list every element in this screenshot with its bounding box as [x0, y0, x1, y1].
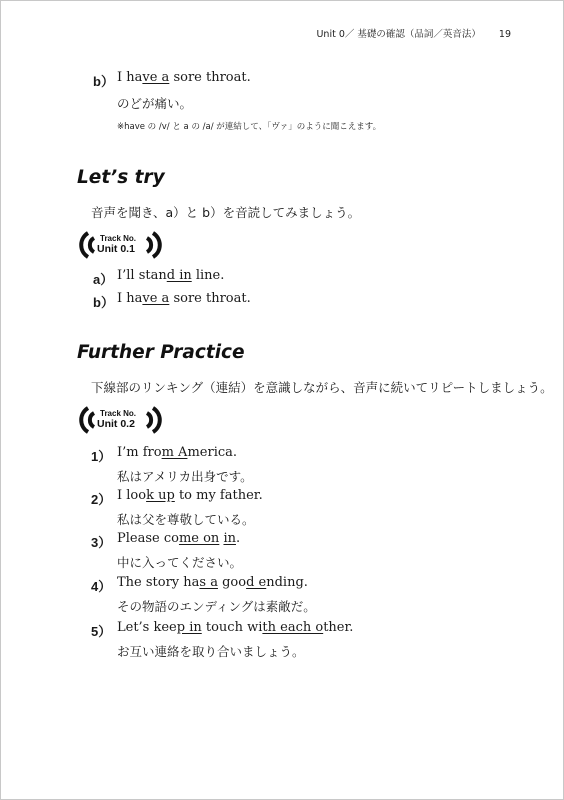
linking-underline: k up: [146, 488, 175, 503]
sentence-text: touch wi: [201, 620, 263, 635]
practice-item-label: 3）: [91, 535, 112, 550]
pronunciation-note: ※have の /v/ と a の /a/ が連結して、「ヴァ」のように聞こえます。: [117, 122, 382, 132]
practice-item-label: 1）: [91, 449, 112, 464]
sentence-text: I loo: [117, 488, 147, 503]
track-label: Track No.: [100, 234, 137, 243]
sentence-text: merica.: [187, 445, 238, 460]
linking-underline: s a: [199, 575, 218, 590]
lets-try-heading: Let’s try: [77, 167, 165, 188]
sentence-text: nding.: [266, 575, 308, 590]
sentence-text: I’ll stan: [117, 268, 167, 283]
track-number: Unit 0.2: [97, 418, 135, 430]
further-practice-instruction: 下線部のリンキング（連結）を意識しながら、音声に続いてリピートしましょう。: [91, 380, 553, 395]
linking-underline: ve a: [142, 291, 170, 306]
track-badge-0-2[interactable]: [75, 403, 165, 437]
lets-try-item-english: [117, 291, 251, 306]
sentence-text: goo: [217, 575, 247, 590]
track-badge-0-1[interactable]: [75, 228, 165, 262]
further-practice-heading: Further Practice: [77, 342, 245, 363]
practice-item-label: 2）: [91, 492, 112, 507]
practice-item-label: 5）: [91, 624, 112, 639]
sentence-text: I’m fro: [117, 445, 162, 460]
sentence-text: ther.: [323, 620, 354, 635]
sentence-text: .: [235, 531, 241, 546]
intro-item-label: b）: [93, 74, 114, 89]
linking-underline: d in: [166, 268, 192, 283]
lets-try-item-english: [117, 268, 224, 283]
sentence-text: I ha: [117, 70, 143, 85]
linking-underline: d e: [246, 575, 267, 590]
practice-item-japanese: その物語のエンディングは素敵だ。: [117, 599, 316, 614]
sentence-text: to my father.: [174, 488, 263, 503]
sentence-text: The story ha: [117, 575, 200, 590]
practice-item-english: [117, 488, 263, 503]
page-number: 19: [498, 29, 511, 40]
linking-underline: in: [223, 531, 236, 546]
sentence-text: sore throat.: [169, 291, 251, 306]
sentence-text: sore throat.: [169, 70, 251, 85]
linking-underline: th each o: [262, 620, 324, 635]
intro-item-japanese: のどが痛い。: [117, 96, 193, 111]
lets-try-instruction: 音声を聞き、a）と b）を音読してみましょう。: [91, 205, 361, 220]
practice-item-english: [117, 531, 240, 546]
track-number: Unit 0.1: [97, 243, 135, 255]
practice-item-english: [117, 620, 353, 635]
running-header: [316, 26, 511, 40]
running-title: Unit 0／ 基礎の確認（品詞／英音法）: [316, 29, 481, 40]
practice-item-japanese: 中に入ってください。: [117, 555, 243, 570]
linking-underline: me on: [178, 531, 220, 546]
practice-item-english: [117, 445, 237, 460]
sentence-text: Let’s kee: [117, 620, 177, 635]
intro-item-english: [117, 70, 251, 85]
sentence-text: I ha: [117, 291, 143, 306]
track-label: Track No.: [100, 409, 137, 418]
linking-underline: p in: [176, 620, 202, 635]
practice-item-japanese: 私はアメリカ出身です。: [117, 469, 253, 484]
practice-item-japanese: お互い連絡を取り合いましょう。: [117, 644, 305, 659]
practice-item-label: 4）: [91, 579, 112, 594]
sentence-text: line.: [191, 268, 225, 283]
practice-item-english: [117, 575, 308, 590]
lets-try-item-label: b）: [93, 295, 114, 310]
linking-underline: ve a: [142, 70, 170, 85]
lets-try-item-label: a）: [93, 272, 114, 287]
practice-item-japanese: 私は父を尊敬している。: [117, 512, 255, 527]
sentence-text: Please co: [117, 531, 179, 546]
linking-underline: m A: [161, 445, 188, 460]
